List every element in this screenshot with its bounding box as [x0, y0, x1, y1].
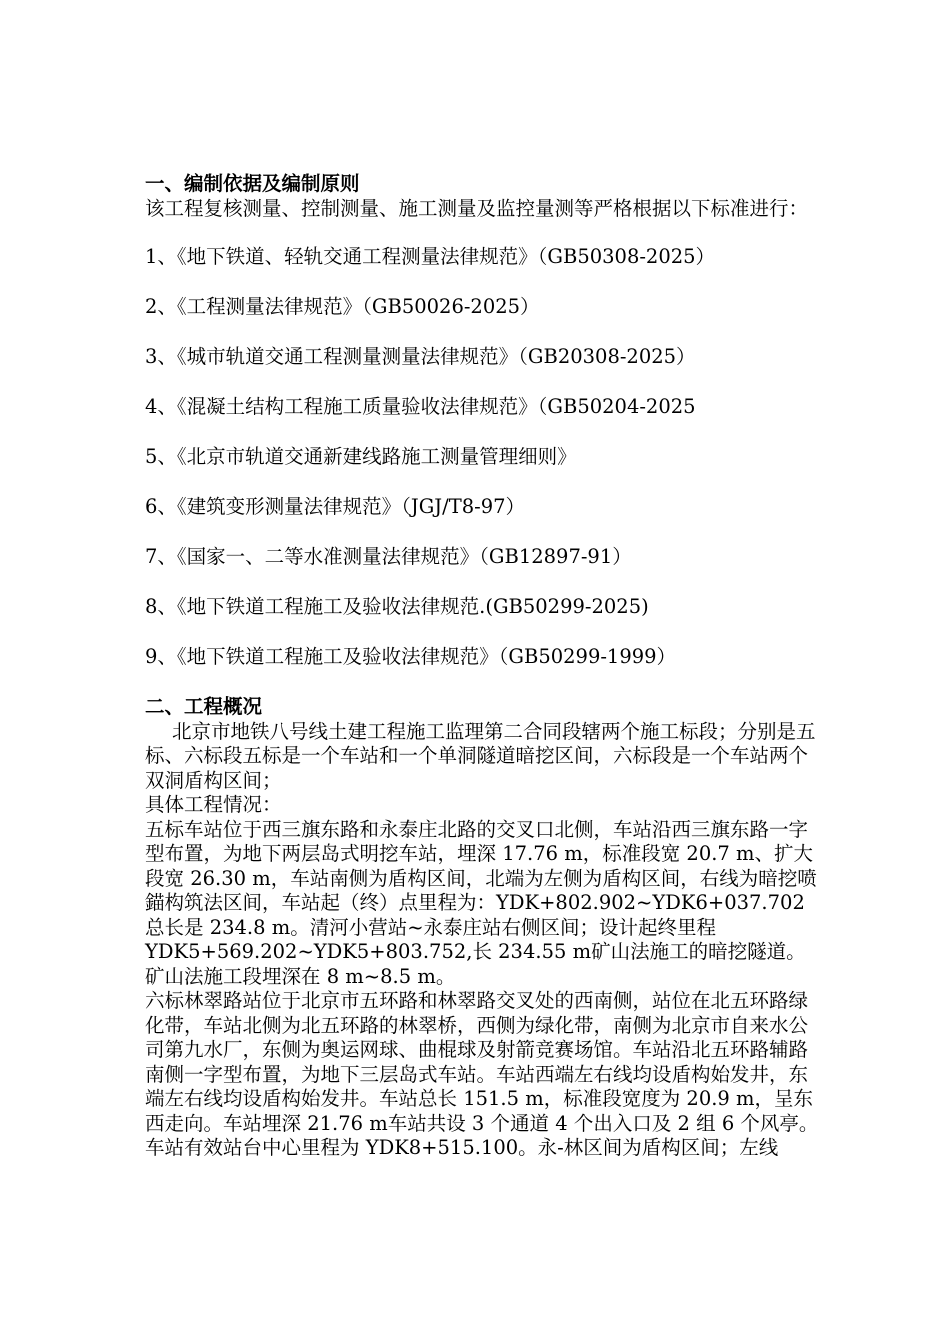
section-heading-basis: 一、编制依据及编制原则 [145, 172, 360, 195]
section6-description: 六标林翠路站位于北京市五环路和林翠路交叉处的西南侧，站位在北五环路绿化带，车站北侧为北五环路的林翠桥，西侧为绿化带，南侧为北京市自来水公司第九水厂，东侧为奥运网球、曲棍球及射箭竞赛场馆。车站沿北五环路辅路南侧一字型布置，为地下三层岛式车站。车站西端左右线均设盾构始发井，东端左右线均设盾构始发井。车站总长 151.5 m，标准段宽度为 20.9 m，呈东西走向。车站埋深 21.76 m车站共设 3 个通道 4 个出入口及 2 组 6 个风亭。车站有效站台中心里程为 YDK8+515.100。永-林区间为盾构区间；左线 [145, 989, 819, 1159]
standard-item: 8、《地下铁道工程施工及验收法律规范.(GB50299-2025) [145, 595, 649, 618]
standard-item: 3、《城市轨道交通工程测量测量法律规范》（GB20308-2025） [145, 345, 696, 368]
section5-description: 五标车站位于西三旗东路和永泰庄北路的交叉口北侧，车站沿西三旗东路一字型布置，为地下两层岛式明挖车站，埋深 17.76 m，标准段宽 20.7 m、扩大段宽 26.30 m，车站南侧为盾构区间，北端为左侧为盾构区间，右线为暗挖喷錨构筑法区间，车站起（终）点里程为：YDK+802.902~YDK6+037.702 总长是 234.8 m。清河小营站~永泰庄站右侧区间；设计起终里程 YDK5+569.202~YDK5+803.752,长 234.55 m矿山法施工的暗挖隧道。矿山法施工段埋深在 8 m~8.5 m。 [145, 817, 817, 988]
standard-item: 5、《北京市轨道交通新建线路施工测量管理细则》 [145, 445, 577, 468]
overview-subtitle: 具体工程情况： [145, 793, 282, 816]
standard-item: 6、《建筑变形测量法律规范》（JGJ/T8-97） [145, 495, 526, 518]
standards-list [145, 245, 825, 670]
document-body [145, 172, 825, 1161]
standard-item: 1、《地下铁道、轻轨交通工程测量法律规范》（GB50308-2025） [145, 245, 716, 268]
standard-item: 4、《混凝土结构工程施工质量验收法律规范》（GB50204-2025 [145, 395, 696, 418]
standard-item: 2、《工程测量法律规范》（GB50026-2025） [145, 295, 540, 318]
overview-paragraph: 北京市地铁八号线土建工程施工监理第二合同段辖两个施工标段；分别是五标、六标段五标是一个车站和一个单洞隧道暗挖区间，六标段是一个车站两个双洞盾构区间； [145, 719, 816, 792]
basis-intro: 该工程复核测量、控制测量、施工测量及监控量测等严格根据以下标准进行： [145, 196, 809, 220]
section-heading-overview: 二、工程概况 [145, 695, 263, 718]
standard-item: 7、《国家一、二等水准测量法律规范》（GB12897-91） [145, 545, 632, 568]
standard-item: 9、《地下铁道工程施工及验收法律规范》（GB50299-1999） [145, 645, 677, 668]
